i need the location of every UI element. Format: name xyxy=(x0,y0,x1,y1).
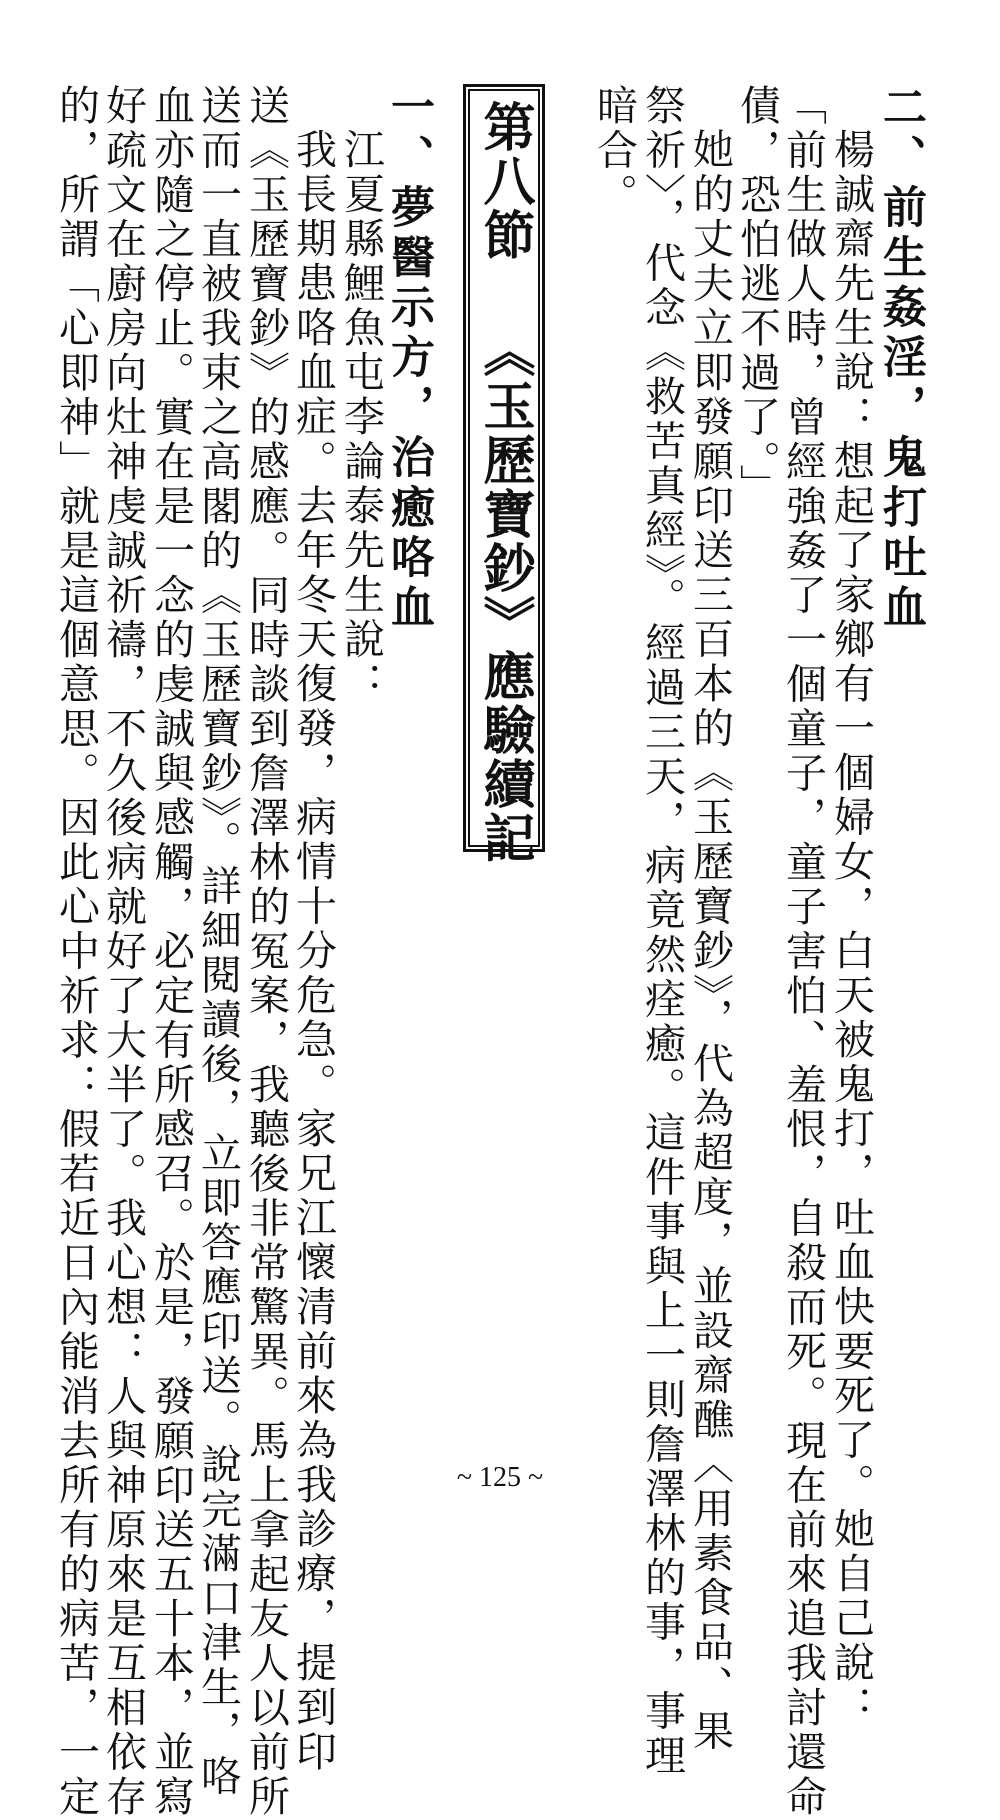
text-column: 江夏縣鯉魚屯李論泰先生說： xyxy=(337,128,385,707)
text-column: 送而一直被我束之高閣的《玉歷寶鈔》。詳細閱讀後，立即答應印送。說完滿口津生，咯 xyxy=(194,84,242,1799)
text-column: 暗合。 xyxy=(590,84,638,218)
section-heading: 二、前生姦淫，鬼打吐血 xyxy=(875,84,926,634)
text-column: 楊誠齋先生說：想起了家鄉有一個婦女，白天被鬼打，吐血快要死了。她自己說： xyxy=(827,128,875,1730)
section-heading: 一、夢醫示方，治癒咯血 xyxy=(383,84,434,634)
text-column: 的，所謂「心即神」就是這個意思。因此心中祈求：假若近日內能消去所有的病苦，一定 xyxy=(52,84,100,1820)
chapter-title: 第八節 《玉歷寶鈔》應驗續記 xyxy=(474,100,535,865)
text-column: 我長期患咯血症。去年冬天復發，病情十分危急。家兄江懷清前來為我診療，提到印 xyxy=(289,128,337,1775)
text-column: 好疏文在廚房向灶神虔誠祈禱，不久後病就好了大半了。我心想：人與神原來是互相依存 xyxy=(99,84,147,1820)
text-column: 債，恐怕逃不過了。」 xyxy=(733,84,781,509)
page-number: ~ 125 ~ xyxy=(456,1462,544,1493)
text-column: 她的丈夫立即發願印送三百本的《玉歷寶鈔》，代為超度，並設齋醮〈用素食品、果 xyxy=(686,128,734,1754)
text-column: 血亦隨之停止。實在是一念的虔誠與感觸，必定有所感召。於是，發願印送五十本，並寫 xyxy=(147,84,195,1820)
text-column: 祭祈〉，代念《救苦真經》。經過三天，病竟然痊癒。這件事與上一則詹澤林的事，事理 xyxy=(638,84,686,1779)
text-column: 送《玉歷寶鈔》的感應。同時談到詹澤林的冤案，我聽後非常驚異。馬上拿起友人以前所 xyxy=(242,84,290,1820)
text-column: 「前生做人時，曾經強姦了一個童子，童子害怕、羞恨，自殺而死。現在前來追我討還命 xyxy=(779,84,827,1820)
